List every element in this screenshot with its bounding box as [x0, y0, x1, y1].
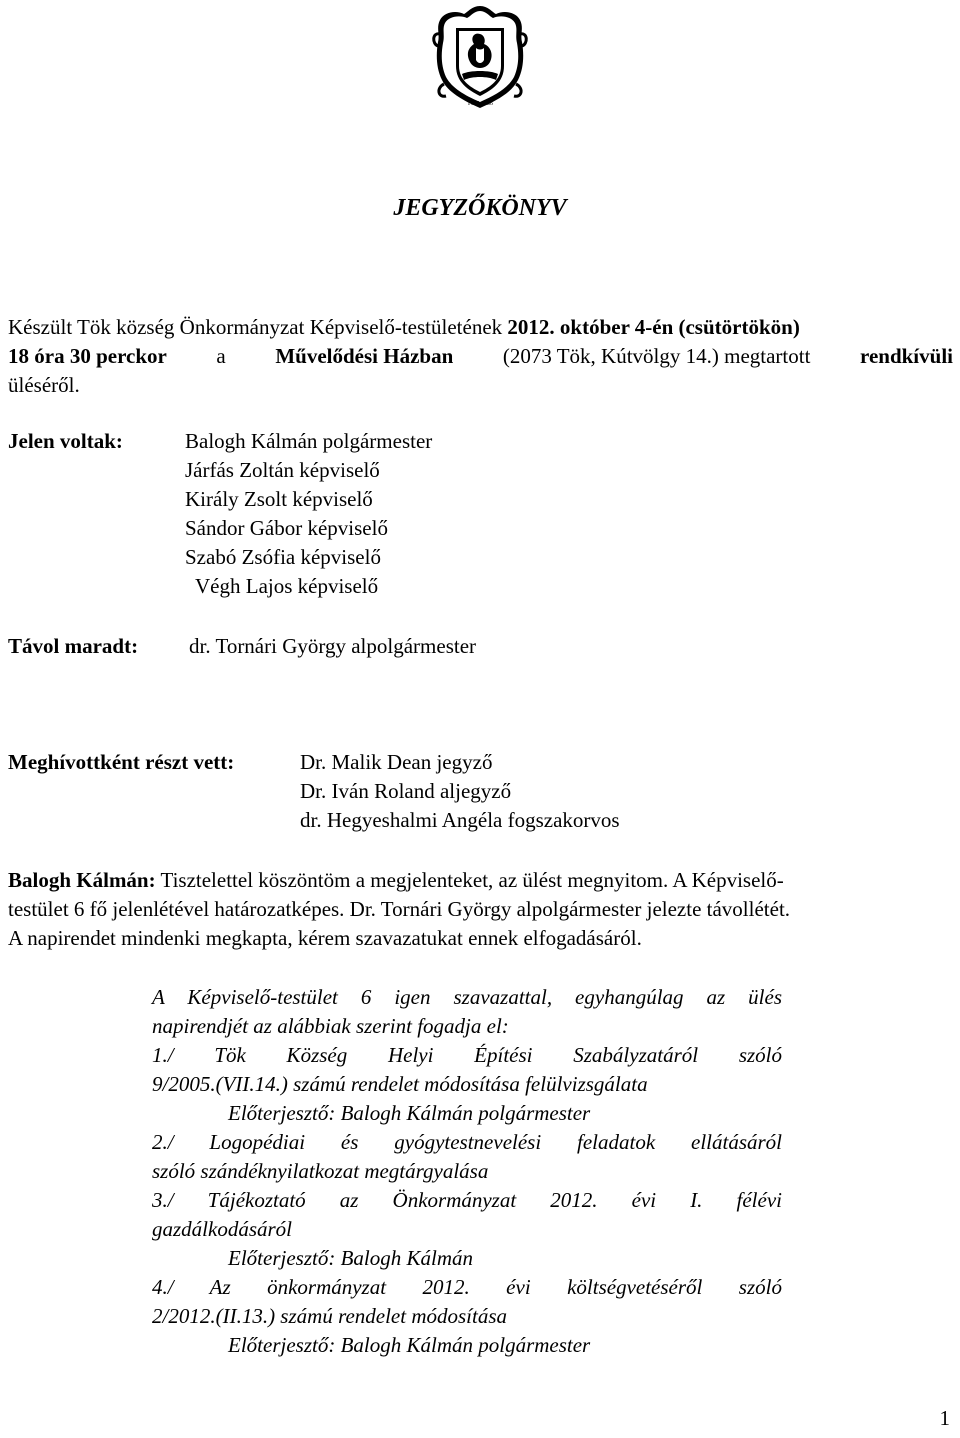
intro-line-2	[8, 342, 953, 371]
agenda-item-1-title: 1./ Tök Község Helyi Építési Szabályzatáról szóló	[152, 1043, 782, 1067]
meeting-time: 18 óra 30 perckor	[8, 344, 167, 368]
present-member: Szabó Zsófia képviselő	[185, 545, 381, 569]
speaker-name: Balogh Kálmán:	[8, 868, 156, 892]
document-title: JEGYZŐKÖNYV	[393, 195, 567, 221]
intro-line-3: üléséről.	[8, 373, 80, 397]
invited-guest: Dr. Iván Roland aljegyző	[300, 779, 512, 803]
absent-member: dr. Tornári György alpolgármester	[189, 634, 477, 658]
meeting-date: 2012. október 4-én (csütörtökön)	[507, 315, 800, 339]
meeting-venue: Művelődési Házban	[275, 344, 454, 368]
crest-inscription: TÖK 1686	[467, 101, 493, 107]
present-member: Király Zsolt képviselő	[185, 487, 373, 511]
agenda-item-1-presenter: Előterjesztő: Balogh Kálmán polgármester	[228, 1101, 591, 1125]
coat-of-arms-logo	[430, 4, 530, 112]
intro-text: Készült Tök község Önkormányzat Képviselő-testületének	[8, 315, 508, 339]
speech-text: Tisztelettel köszöntöm a megjelenteket, az ülést megnyitom. A Képviselő-	[160, 868, 784, 892]
page-number: 1	[939, 1406, 950, 1430]
present-member: Végh Lajos képviselő	[195, 574, 379, 598]
invited-guest: dr. Hegyeshalmi Angéla fogszakorvos	[300, 808, 620, 832]
present-member: Balogh Kálmán polgármester	[185, 429, 433, 453]
agenda-item-4-subtitle: 2/2012.(II.13.) számú rendelet módosítása	[152, 1304, 508, 1328]
present-member: Sándor Gábor képviselő	[185, 516, 388, 540]
agenda-item-3-title: 3./ Tájékoztató az Önkormányzat 2012. évi I. félévi	[152, 1188, 782, 1212]
speech-line-1	[8, 866, 784, 895]
present-member: Járfás Zoltán képviselő	[185, 458, 380, 482]
present-label: Jelen voltak:	[8, 429, 123, 453]
agenda-item-4-title: 4./ Az önkormányzat 2012. évi költségvetéséről szóló	[152, 1275, 782, 1299]
meeting-type: rendkívüli	[860, 344, 953, 368]
agenda-item-3-subtitle: gazdálkodásáról	[152, 1217, 293, 1241]
agenda-item-4-presenter: Előterjesztő: Balogh Kálmán polgármester	[228, 1333, 591, 1357]
speech-line-3: A napirendet mindenki megkapta, kérem szavazatukat ennek elfogadásáról.	[8, 926, 642, 950]
agenda-item-3-presenter: Előterjesztő: Balogh Kálmán	[228, 1246, 473, 1270]
invited-label: Meghívottként részt vett:	[8, 750, 235, 774]
agenda-item-2-title: 2./ Logopédiai és gyógytestnevelési feladatok ellátásáról	[152, 1130, 782, 1154]
agenda-item-1-subtitle: 9/2005.(VII.14.) számú rendelet módosítása felülvizsgálata	[152, 1072, 648, 1096]
speech-line-2: testület 6 fő jelenlétével határozatképes. Dr. Tornári György alpolgármester jelezte távollétét.	[8, 897, 791, 921]
intro-word: a	[216, 344, 226, 368]
absent-label: Távol maradt:	[8, 634, 139, 658]
agenda-item-2-subtitle: szóló szándéknyilatkozat megtárgyalása	[152, 1159, 489, 1183]
decision-line-1: A Képviselő-testület 6 igen szavazattal, egyhangúlag az ülés	[152, 985, 782, 1009]
venue-address: (2073 Tök, Kútvölgy 14.) megtartott	[502, 344, 811, 368]
invited-guest: Dr. Malik Dean jegyző	[300, 750, 493, 774]
decision-line-2: napirendjét az alábbiak szerint fogadja el:	[152, 1014, 509, 1038]
intro-line-1	[8, 313, 800, 342]
